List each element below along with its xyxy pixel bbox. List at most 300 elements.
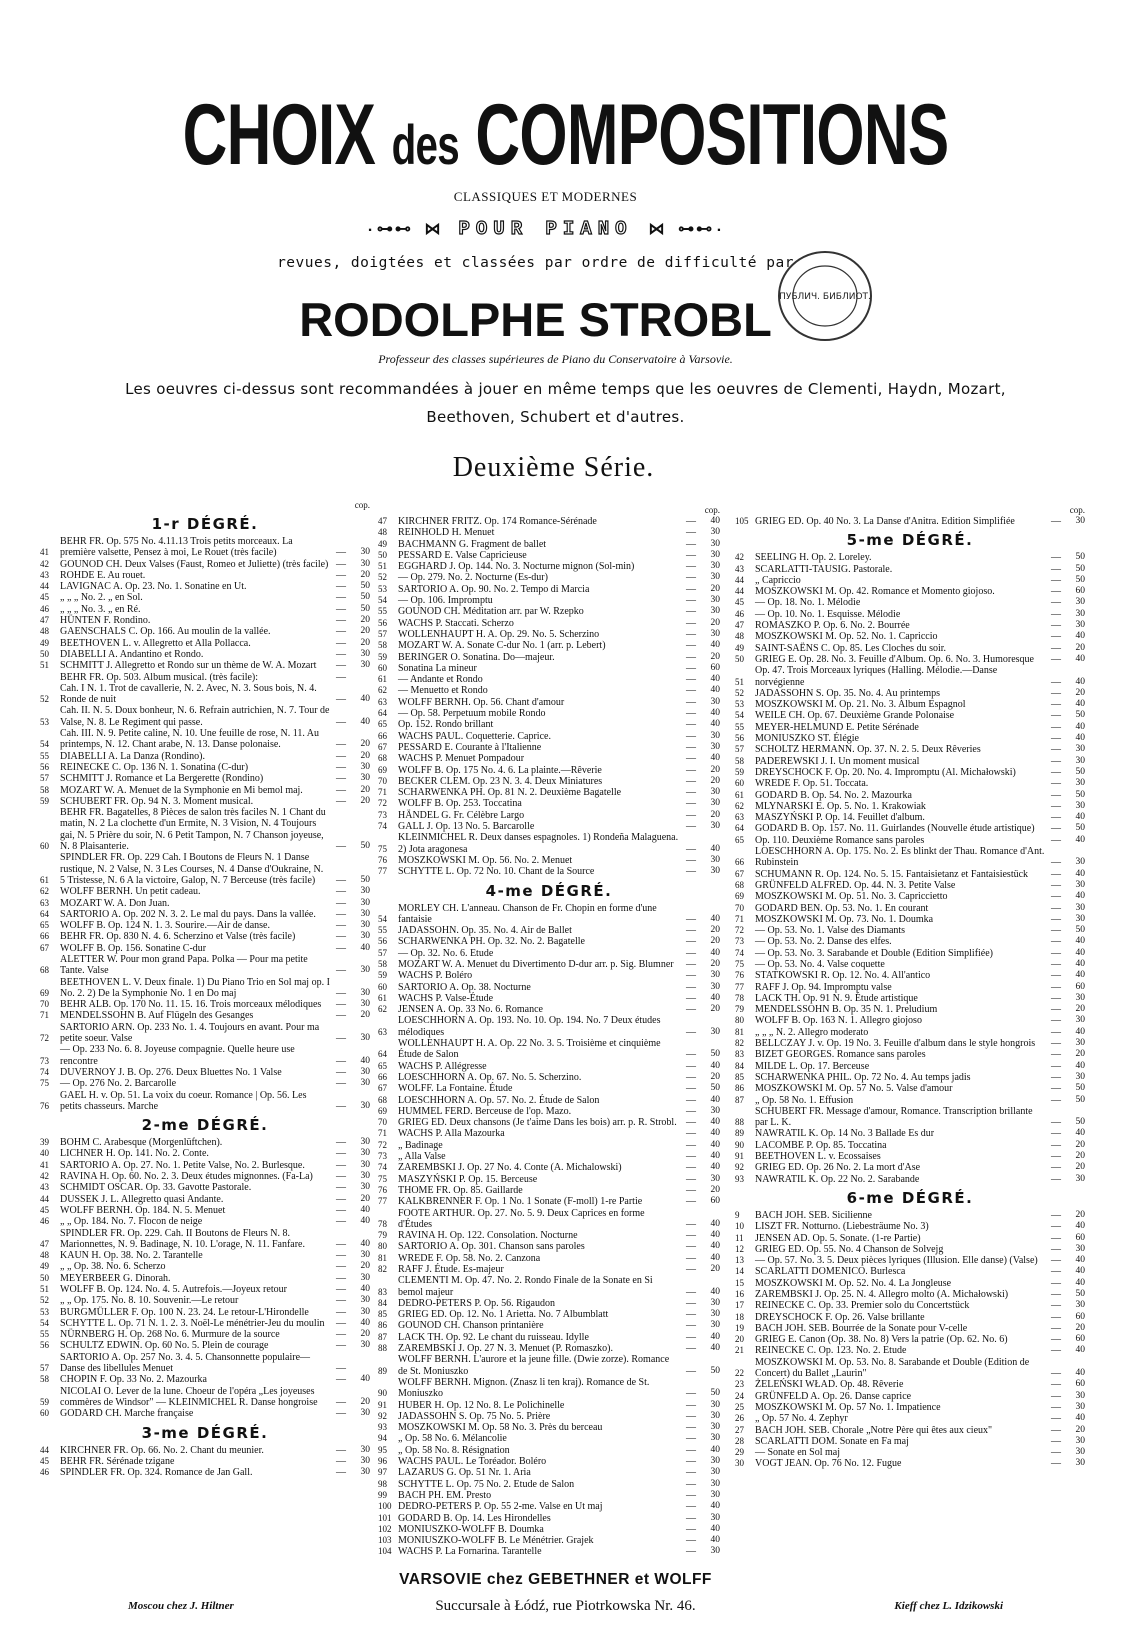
catalog-entry [378, 993, 720, 1004]
entry-price: 30 [710, 981, 720, 992]
catalog-entry [40, 1374, 370, 1385]
entry-number: 64 [378, 708, 387, 719]
entry-number: 63 [735, 812, 744, 823]
entry-number: 87 [378, 1331, 387, 1342]
catalog-entry [378, 1479, 720, 1490]
entry-price: 30 [360, 987, 370, 998]
entry-number: 67 [735, 868, 744, 879]
entry-price: 30 [710, 1026, 720, 1037]
entry-price: 20 [710, 775, 720, 786]
catalog-entry [735, 1061, 1085, 1072]
entry-price: 30 [1075, 1458, 1085, 1469]
entry-price: 50 [360, 592, 370, 603]
price-dash: — [686, 583, 696, 595]
price-dash: — [1051, 1173, 1061, 1185]
entry-title: — Op. 53. No. 3. Sarabande et Double (Edition Simplifiée) [755, 947, 994, 959]
entry-number: 16 [735, 1289, 744, 1299]
price-dash: — [336, 648, 346, 660]
price-dash: — [1051, 1162, 1061, 1174]
entry-price: 30 [710, 730, 720, 741]
entry-price: 30 [710, 628, 720, 639]
entry-title: SARTORIO ARN. Op. 233 No. 1. 4. Toujours en avant. Pour ma petite soeur. Valse [60, 1021, 320, 1045]
price-dash: — [336, 1295, 346, 1307]
catalog-entry [735, 880, 1085, 891]
entry-price: 40 [1075, 891, 1085, 902]
entry-number: 63 [378, 1026, 387, 1037]
entry-price: 60 [1075, 1311, 1085, 1322]
recommendation-note: Les oeuvres ci-dessus sont recommandées à jouer en même temps que les oeuvres de Clementi, Haydn, Mozart, [125, 380, 1006, 398]
catalog-entry [378, 1004, 720, 1015]
entry-price: 60 [1075, 1334, 1085, 1345]
entry-title: BURGMÜLLER F. Op. 100 N. 23. 24. Le retour-L'Hirondelle [60, 1306, 309, 1318]
entry-title: SARTORIO A. Op. 27. No. 1. Petite Valse, No. 2. Burlesque. [60, 1159, 305, 1171]
entry-title: RAFF J. Op. 94. Impromptu valse [755, 981, 892, 993]
entry-number: 50 [735, 653, 744, 664]
catalog-entry [378, 527, 720, 538]
entry-price: 40 [1075, 653, 1085, 664]
entry-number: 64 [735, 823, 744, 834]
price-dash: — [686, 1241, 696, 1253]
entry-price: 30 [360, 1295, 370, 1306]
entry-number: 47 [735, 620, 744, 631]
price-dash: — [1051, 744, 1061, 756]
entry-number: 101 [378, 1512, 392, 1523]
entry-price: 30 [1075, 1038, 1085, 1049]
price-dash: — [686, 809, 696, 821]
entry-price: 30 [360, 1148, 370, 1159]
catalog-entry [735, 1266, 1085, 1277]
entry-price: 20 [710, 1184, 720, 1195]
price-dash: — [336, 1055, 346, 1067]
entry-number: 46 [40, 1216, 49, 1227]
entry-price: 20 [710, 583, 720, 594]
entry-title: MENDELSSOHN B. Op. 35 N. 1. Preludium [755, 1004, 938, 1016]
catalog-entry [40, 1078, 370, 1089]
entry-number: 44 [40, 581, 49, 592]
entry-price: 20 [1075, 1209, 1085, 1220]
entry-title: HUBER H. Op. 12 No. 8. Le Polichinelle [398, 1399, 565, 1411]
entry-number: 84 [735, 1060, 744, 1071]
price-dash: — [336, 1444, 346, 1456]
entry-number: 53 [40, 716, 49, 727]
catalog-entry [735, 790, 1085, 801]
price-dash: — [686, 662, 696, 674]
price-dash: — [1051, 778, 1061, 790]
entry-price: 30 [360, 1078, 370, 1089]
entry-number: 64 [378, 1049, 387, 1060]
entry-title: MOZART W. A. Sonate C-dur No. 1 (arr. p. Lebert) [398, 640, 606, 652]
entry-price: 20 [1075, 1049, 1085, 1060]
entry-title: BEHR FR. Op. 503. Album musical. (très facile): [60, 671, 259, 683]
entry-price: 30 [710, 696, 720, 707]
entry-number: 53 [735, 699, 744, 710]
catalog-entry [378, 516, 720, 527]
entry-number: 49 [378, 538, 387, 549]
price-dash: — [1051, 1300, 1061, 1312]
entry-price: 40 [1075, 721, 1085, 732]
catalog-entry [735, 801, 1085, 812]
catalog-entry [378, 708, 720, 719]
entry-number: 46 [735, 608, 744, 619]
footer-agents [0, 1598, 1131, 1615]
entry-number: 54 [378, 913, 387, 924]
catalog-entry [378, 1083, 720, 1094]
entry-number: 57 [378, 947, 387, 958]
entry-number: 48 [735, 631, 744, 642]
catalog-entry [378, 1162, 720, 1173]
entry-number: 87 [735, 1094, 744, 1105]
entry-number: 62 [40, 886, 49, 897]
catalog-entry [378, 1072, 720, 1083]
catalog-entry [735, 1233, 1085, 1244]
price-dash: — [686, 1365, 696, 1377]
entry-price: 30 [1075, 1300, 1085, 1311]
catalog-entry [735, 733, 1085, 744]
catalog-entry [378, 1332, 720, 1343]
price-dash: — [336, 1363, 346, 1375]
entry-title: LACK TH. Op. 91 N. 9. Étude artistique [755, 992, 918, 1004]
entry-title: — Op. 53. No. 1. Valse des Diamants [755, 925, 906, 937]
price-dash: — [336, 581, 346, 593]
entry-number: 9 [735, 1209, 740, 1220]
price-dash: — [686, 1060, 696, 1072]
catalog-entry [378, 1095, 720, 1106]
catalog-entry [735, 1300, 1085, 1311]
entry-price: 20 [360, 569, 370, 580]
price-dash: — [336, 761, 346, 773]
entry-price: 50 [710, 1049, 720, 1060]
entry-title: MENDELSSOHN B. Auf Flügeln des Gesanges [60, 1010, 254, 1022]
catalog-entry [735, 1278, 1085, 1289]
entry-number: 66 [40, 931, 49, 942]
catalog-entry [378, 1061, 720, 1072]
entry-price: 40 [710, 843, 720, 854]
entry-title: WOLFF BERNH. Op. 56. Chant d'amour [398, 696, 565, 708]
entry-title: Sonatina La mineur [398, 662, 477, 674]
entry-title: THOME FR. Op. 85. Gaillarde [398, 1184, 523, 1196]
catalog-entry [735, 620, 1085, 631]
price-dash: — [686, 1230, 696, 1242]
entry-price: 40 [1075, 733, 1085, 744]
price-dash: — [1051, 552, 1061, 564]
price-dash: — [336, 897, 346, 909]
entry-price: 50 [1075, 925, 1085, 936]
entry-title: GAENSCHALS C. Op. 166. Au moulin de la vallée. [60, 626, 271, 638]
price-dash: — [336, 1408, 346, 1420]
entry-title: GALL J. Op. 13 No. 5. Barcarolle [398, 821, 535, 833]
entry-number: 43 [40, 569, 49, 580]
entry-price: 40 [710, 1241, 720, 1252]
entry-number: 52 [40, 1295, 49, 1306]
price-dash: — [1051, 879, 1061, 891]
price-dash: — [686, 1456, 696, 1468]
entry-price: 50 [1075, 574, 1085, 585]
entry-number: 12 [735, 1243, 744, 1254]
degree-heading: 6-me DÉGRÉ. [846, 1188, 974, 1207]
entry-title: KIRCHNER FR. Op. 66. No. 2. Chant du meunier. [60, 1444, 264, 1456]
price-dash: — [1051, 721, 1061, 733]
price-dash: — [686, 674, 696, 686]
entry-price: 40 [710, 674, 720, 685]
price-dash: — [336, 1010, 346, 1022]
entry-title: BEETHOVEN L. v. Allegretto et Alla Pollacca. [60, 637, 251, 649]
entry-price: 40 [710, 1151, 720, 1162]
entry-price: 20 [360, 1329, 370, 1340]
entry-price: 30 [360, 1455, 370, 1466]
catalog-entry [40, 649, 370, 660]
price-dash: — [336, 1182, 346, 1194]
entry-title: MOSZKOWSKI M. Op. 21. No. 3. Album Espagnol [755, 699, 966, 711]
entry-price: 30 [1075, 1401, 1085, 1412]
price-dash: — [336, 750, 346, 762]
entry-title: ALETTER W. Pour mon grand Papa. Polka — Pour ma petite Tante. Valse [60, 953, 308, 977]
entry-price: 30 [360, 897, 370, 908]
entry-title: LOESCHHORN A. Op. 175. No. 2. Es blinkt der Thau. Romance d'Ant. Rubinstein [755, 846, 1045, 869]
price-dash: — [336, 1340, 346, 1352]
entry-title: SCARLATTI DOMENICO. Burlesca [755, 1266, 906, 1278]
currency-label: cop. [354, 500, 370, 510]
entry-number: 96 [378, 1456, 387, 1467]
price-dash: — [686, 1331, 696, 1343]
entry-number: 66 [378, 730, 387, 741]
entry-number: 90 [735, 1139, 744, 1150]
entry-price: 30 [710, 1478, 720, 1489]
entry-price: 50 [360, 874, 370, 885]
catalog-entry [40, 1386, 370, 1409]
price-dash: — [1051, 586, 1061, 598]
entry-title: EGGHARD J. Op. 144. No. 3. Nocturne mignon (Sol-min) [398, 561, 635, 573]
entry-price: 40 [1075, 970, 1085, 981]
catalog-entry [378, 1151, 720, 1162]
entry-price: 40 [710, 1286, 720, 1297]
entry-price: 60 [710, 1196, 720, 1207]
price-dash: — [1051, 1151, 1061, 1163]
entry-title: HÄNDEL G. Fr. Célèbre Largo [398, 809, 525, 821]
entry-title: SPINDLER FR. Op. 229 Cah. I Boutons de Fleurs N. 1 Danse rustique, N. 2 Valse, N. 3 Les Courses, N. 4 Danse d'Oukraine, N. 5 Tristesse, N. 6 A la victoire, Galop, N. 7 Berceuse (très facile) [60, 852, 324, 886]
entry-price: 50 [1075, 789, 1085, 800]
price-dash: — [1051, 857, 1061, 869]
entry-title: SARTORIO A. Op. 90. No. 2. Tempo di Marcia [398, 583, 590, 595]
entry-price: 50 [1075, 1094, 1085, 1105]
entry-price: 40 [710, 1252, 720, 1263]
catalog-entry [378, 832, 720, 855]
entry-number: 10 [735, 1221, 744, 1232]
entry-number: 24 [735, 1390, 744, 1401]
library-stamp [772, 246, 878, 346]
entry-price: 40 [710, 1117, 720, 1128]
entry-number: 75 [735, 958, 744, 969]
catalog-entry [40, 683, 370, 706]
entry-number: 91 [378, 1399, 387, 1410]
entry-title: HUMMEL FERD. Berceuse de l'op. Mazo. [398, 1105, 572, 1117]
entry-number: 60 [735, 778, 744, 789]
price-dash: — [336, 615, 346, 627]
price-dash: — [1051, 958, 1061, 970]
entry-price: 20 [1075, 1322, 1085, 1333]
entry-title: REINECKE C. Op. 136 N. 1. Sonatina (C-dur) [60, 761, 249, 773]
degree-heading: 1-r DÉGRÉ. [151, 515, 259, 533]
entry-price: 40 [1075, 1255, 1085, 1266]
entry-title: MONIUSZKO ST. Élégie [755, 733, 859, 745]
price-dash: — [336, 1396, 346, 1408]
catalog-entry [378, 1196, 720, 1207]
price-dash: — [336, 784, 346, 796]
entry-title: — Op. 276 No. 2. Barcarolle [60, 1078, 177, 1090]
entry-number: 81 [378, 1252, 387, 1263]
catalog-entry [378, 776, 720, 787]
entry-price: 40 [710, 685, 720, 696]
entry-title: GRÜNFELD ALFRED. Op. 44. N. 3. Petite Valse [755, 879, 956, 891]
entry-number: 49 [40, 637, 49, 648]
entry-price: 40 [710, 516, 720, 526]
entry-title: BEETHOVEN L. v. Ecossaises [755, 1151, 881, 1163]
entry-number: 49 [40, 1261, 49, 1272]
entry-price: 20 [1075, 687, 1085, 698]
price-dash: — [1051, 1128, 1061, 1140]
entry-number: 68 [378, 1094, 387, 1105]
entry-number: 29 [735, 1447, 744, 1458]
entry-price: 30 [360, 660, 370, 671]
price-dash: — [336, 660, 346, 672]
instrument-banner [0, 218, 1111, 240]
entry-title: MONIUSZKO-WOLFF B. Le Ménétrier. Grajek [398, 1535, 594, 1547]
catalog-entry [40, 615, 370, 626]
entry-price: 30 [1075, 800, 1085, 811]
catalog-entry [735, 869, 1085, 880]
entry-price: 40 [1075, 1413, 1085, 1424]
catalog-entry [40, 1171, 370, 1182]
price-dash: — [1051, 891, 1061, 903]
catalog-entry [40, 1318, 370, 1329]
entry-price: 50 [360, 603, 370, 614]
price-dash: — [336, 1261, 346, 1273]
price-dash: — [686, 821, 696, 833]
entry-price: 20 [710, 936, 720, 947]
price-dash: — [686, 843, 696, 855]
entry-number: 72 [378, 1139, 387, 1150]
catalog-entry [40, 1445, 370, 1456]
entry-number: 73 [735, 936, 744, 947]
catalog-entry [40, 638, 370, 649]
entry-price: 40 [710, 719, 720, 730]
entry-number: 59 [40, 795, 49, 806]
entry-number: 76 [40, 1100, 49, 1111]
price-dash: — [1051, 812, 1061, 824]
entry-price: 30 [360, 1444, 370, 1455]
entry-title: BEHR FR. Op. 575 No. 4.11.13 Trois petits morceaux. La première valsette, Pensez à moi, Le Rouet (très facile) [60, 536, 293, 559]
entry-title: Op. 47. Trois Morceaux lyriques (Halling. Mélodie.—Danse norvégienne [755, 665, 998, 688]
entry-title: — Op. 53. No. 2. Danse des elfes. [755, 936, 892, 948]
entry-price: 30 [1075, 879, 1085, 890]
entry-title: SCHARWENKA PH. Op. 81 N. 2. Deuxième Bagatelle [398, 787, 622, 799]
catalog-entry [378, 866, 720, 877]
price-dash: — [1051, 755, 1061, 767]
entry-title: WACHS PAUL. Coquetterie. Caprice. [398, 730, 551, 742]
entry-title: BERINGER O. Sonatina. Do—majeur. [398, 651, 555, 663]
entry-title: MOZART W. A. Don Juan. [60, 897, 170, 909]
price-dash: — [336, 987, 346, 999]
catalog-entry [735, 1106, 1085, 1129]
entry-price: 30 [1075, 902, 1085, 913]
price-dash: — [336, 1272, 346, 1284]
entry-title: SCARLATTI-TAUSIG. Pastorale. [755, 563, 893, 575]
catalog-entry [735, 1323, 1085, 1334]
entry-number: 15 [735, 1277, 744, 1288]
catalog-entry [735, 1095, 1085, 1106]
catalog-entry [735, 778, 1085, 789]
entry-title: GRIEG ED. Deux chansons (Je t'aime Dans les bois) arr. p. R. Strobl. [398, 1117, 677, 1129]
entry-number: 74 [735, 947, 744, 958]
entry-number: 77 [378, 866, 387, 877]
price-dash: — [336, 1148, 346, 1160]
entry-title: „ Alla Valse [398, 1151, 446, 1163]
catalog-entry [378, 970, 720, 981]
catalog-entry [40, 592, 370, 603]
entry-number: 56 [40, 1340, 49, 1351]
entry-number: 68 [40, 965, 49, 976]
entry-number: 39 [40, 1137, 49, 1148]
catalog-entry [40, 898, 370, 909]
entry-price: 40 [1075, 676, 1085, 687]
catalog-entry [40, 1216, 370, 1227]
catalog-entry [735, 564, 1085, 575]
editor-line: revues, doigtées et classées par ordre de difficulté par [277, 255, 794, 271]
catalog-entry [378, 731, 720, 742]
entry-number: 23 [735, 1379, 744, 1390]
entry-price: 20 [1075, 1139, 1085, 1150]
catalog-entry [378, 1208, 720, 1231]
entry-title: MASZYŃSKI P. Op. 14. Feuillet d'album. [755, 812, 925, 824]
price-dash: — [336, 874, 346, 886]
entry-price: 30 [360, 1100, 370, 1111]
price-dash: — [686, 854, 696, 866]
entry-number: 66 [378, 1071, 387, 1082]
catalog-entry [378, 1275, 720, 1298]
entry-price: 30 [710, 1320, 720, 1331]
entry-number: 53 [40, 1306, 49, 1317]
price-dash: — [686, 1467, 696, 1479]
entry-number: 77 [735, 981, 744, 992]
entry-title: WOLLENHAUPT H. A. Op. 22 No. 3. 5. Troisième et cinquième Étude de Salon [398, 1038, 661, 1061]
entry-title: Cah. III. N. 9. Petite caline, N. 10. Une feuille de rose, N. 11. Au printemps, N. 12. Chant arabe, N. 13. Danse polonaise. [60, 728, 320, 751]
title-word: CHOIX [182, 87, 376, 183]
entry-number: 11 [735, 1232, 744, 1243]
price-dash: — [686, 775, 696, 787]
entry-title: MEYER-HELMUND E. Petite Sérénade [755, 721, 919, 733]
entry-number: 65 [40, 920, 49, 931]
price-dash: — [1051, 574, 1061, 586]
catalog-entry [378, 606, 720, 617]
entry-title: Cah. II. N. 5. Doux bonheur, N. 6. Refrain autrichien, N. 7. Tour de Valse, N. 8. Le Regiment qui passe. [60, 705, 330, 728]
price-dash: — [1051, 642, 1061, 654]
catalog-entry [40, 954, 370, 977]
entry-title: — Op. 53. No. 4. Valse coquette [755, 958, 885, 970]
price-dash: — [336, 1250, 346, 1262]
entry-title: WACHS P. Alla Mazourka [398, 1128, 505, 1140]
catalog-entry [735, 1038, 1085, 1049]
catalog-entry [378, 1253, 720, 1264]
entry-title: ROHDE E. Au rouet. [60, 569, 146, 581]
catalog-entry [40, 1250, 370, 1261]
entry-number: 49 [735, 642, 744, 653]
entry-number: 76 [378, 854, 387, 865]
entry-price: 40 [1075, 812, 1085, 823]
entry-title: WACHS P. Menuet Pompadour [398, 753, 525, 765]
entry-price: 40 [1075, 1266, 1085, 1277]
price-dash: — [686, 1173, 696, 1185]
entry-number: 63 [378, 696, 387, 707]
entry-number: 58 [735, 755, 744, 766]
